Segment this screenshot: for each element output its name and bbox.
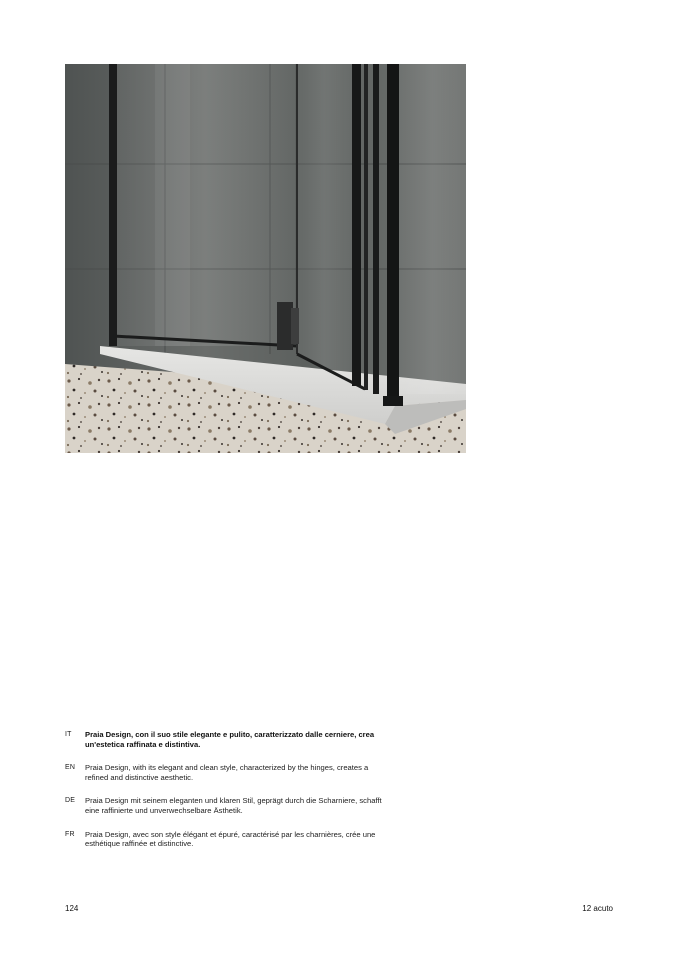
caption-en: [65, 763, 385, 782]
caption-list: [65, 730, 385, 863]
section-title: 12 acuto: [582, 904, 613, 913]
caption-text: Praia Design, with its elegant and clean style, characterized by the hinges, creates a refined and distinctive aesthetic.: [85, 763, 369, 782]
language-code: IT: [65, 731, 72, 738]
language-code: EN: [65, 764, 76, 772]
caption-de: [65, 796, 385, 815]
shower-enclosure-illustration: [65, 64, 466, 453]
caption-text: Praia Design mit seinem eleganten und klaren Stil, geprägt durch die Scharniere, schafft eine raffinierte und unverwechselbare Ästhetik.: [85, 796, 382, 815]
caption-text: Praia Design, con il suo stile elegante e pulito, caratterizzato dalle cerniere, crea un'estetica raffinata e distintiva.: [85, 730, 375, 749]
language-code: DE: [65, 797, 76, 805]
caption-text: Praia Design, avec son style élégant et épuré, caractérisé par les charnières, crée une esthétique raffinée et distinctive.: [85, 829, 376, 849]
language-code: FR: [65, 830, 75, 838]
product-photo: [65, 64, 466, 453]
page-number: 124: [65, 904, 79, 913]
caption-fr: [65, 830, 385, 849]
caption-it: [65, 730, 385, 749]
